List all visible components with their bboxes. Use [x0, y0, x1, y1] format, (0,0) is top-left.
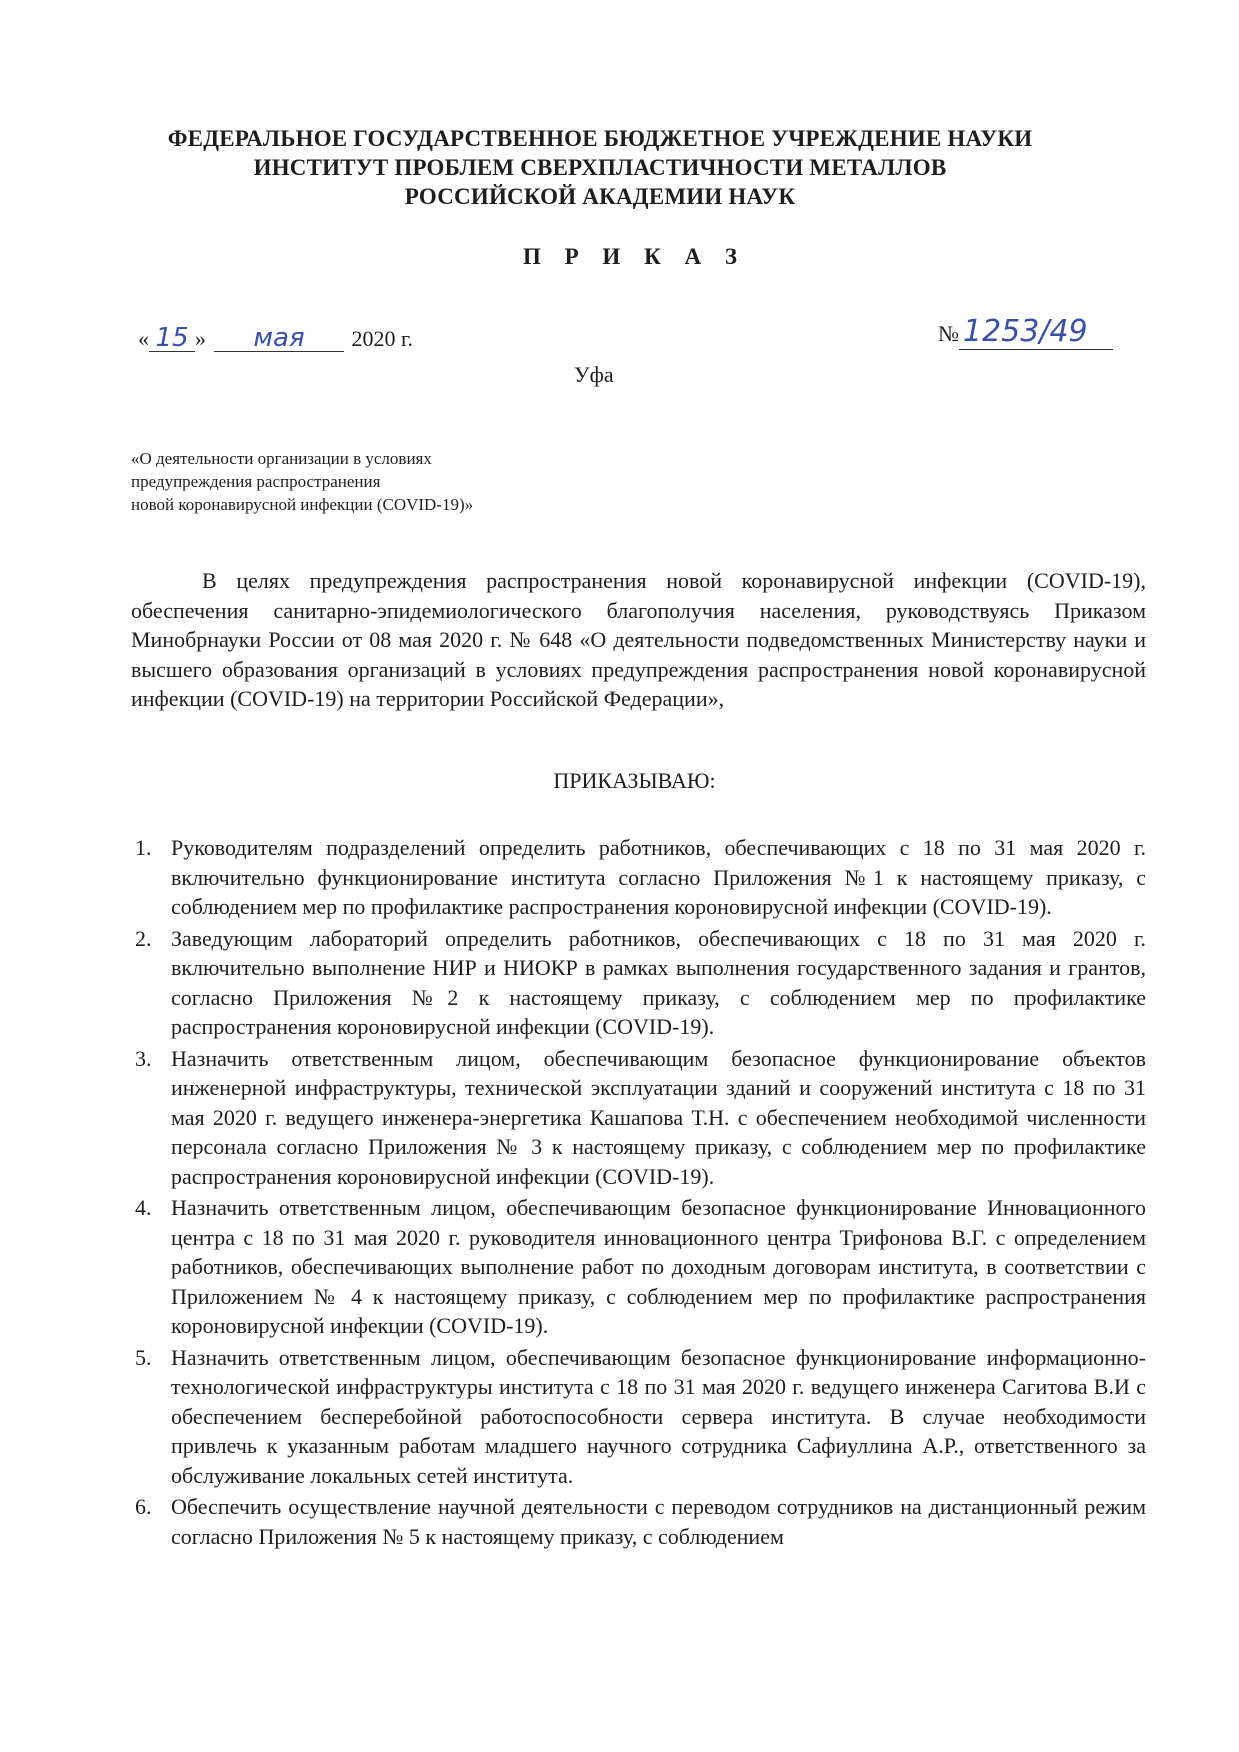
- order-number: [938, 315, 1113, 350]
- date-year: 2020 г.: [351, 326, 414, 351]
- header-line-3: РОССИЙСКОЙ АКАДЕМИИ НАУК: [404, 184, 796, 209]
- subject-line-1: «О деятельности организации в условиях: [131, 449, 432, 468]
- date-month-handwritten: мая: [214, 325, 344, 352]
- header-line-2: ИНСТИТУТ ПРОБЛЕМ СВЕРХПЛАСТИЧНОСТИ МЕТАЛЛОВ: [253, 155, 947, 180]
- city: Уфа: [574, 362, 614, 387]
- order-subject: [131, 447, 611, 516]
- list-item: [131, 1343, 1146, 1491]
- subject-line-2: предупреждения распространения: [131, 472, 381, 491]
- list-item: [131, 833, 1146, 922]
- item-number: 5.: [135, 1344, 152, 1370]
- item-number: 3.: [135, 1045, 152, 1071]
- subject-line-3: новой коронавирусной инфекции (COVID-19)»: [131, 495, 474, 514]
- order-items-list: [131, 833, 1146, 1553]
- item-number: 6.: [135, 1494, 152, 1519]
- date-open-quote: «: [138, 326, 149, 351]
- list-item: [131, 1193, 1146, 1341]
- item-text: Назначить ответственным лицом, обеспечивающим безопасное функционирование информационно-технологической инфраструктуры института с 18 по 31 мая 2020 г. ведущего инженера Сагитова В.И с обеспечением бесперебойной работоспособности сервера института. В случае необходимости привлечь к указанным работам младшего научного сотрудника Сафиуллина А.Р., ответственного за обслуживание локальных сетей института.: [171, 1344, 1146, 1488]
- date-day-handwritten: 15: [149, 325, 195, 352]
- document-type-title: П Р И К А З: [522, 244, 746, 269]
- date-close-quote: »: [195, 326, 206, 351]
- list-item: [131, 1492, 1146, 1551]
- intro-paragraph: В целях предупреждения распространения новой коронавирусной инфекции (COVID-19), обеспечения санитарно-эпидемиологического благополучия населения, руководствуясь Приказом Минобрнауки России от 08 мая 2020 г. № 648 «О деятельности подведомственных Министерству науки и высшего образования организаций в условиях предупреждения распространения новой коронавирусной инфекции (COVID-19) на территории Российской Федерации»,: [131, 568, 1146, 711]
- item-text: Руководителям подразделений определить работников, обеспечивающих с 18 по 31 мая 2020 г. включительно функционирование института согласно Приложения №1 к настоящему приказу, с соблюдением мер по профилактике распространения короновирусной инфекции (COVID-19).: [171, 835, 1146, 919]
- header-line-1: ФЕДЕРАЛЬНОЕ ГОСУДАРСТВЕННОЕ БЮДЖЕТНОЕ УЧРЕЖДЕНИЕ НАУКИ: [167, 126, 1033, 151]
- order-heading: ПРИКАЗЫВАЮ:: [553, 768, 716, 793]
- list-item: [131, 1044, 1146, 1192]
- item-text: Назначить ответственным лицом, обеспечивающим безопасное функционирование объектов инженерной инфраструктуры, технической эксплуатации зданий и сооружений института с 18 по 31 мая 2020 г. ведущего инженера-энергетика Кашапова Т.Н. с обеспечением необходимой численности персонала согласно Приложения № 3 к настоящему приказу, с соблюдением мер по профилактике распространения короновирусной инфекции (COVID-19).: [171, 1045, 1146, 1189]
- item-text: Заведующим лабораторий определить работников, обеспечивающих с 18 по 31 мая 2020 г. включительно выполнение НИР и НИОКР в рамках выполнения государственного задания и грантов, согласно Приложения №2 к настоящему приказу, с соблюдением мер по профилактике распространения короновирусной инфекции (COVID-19).: [171, 925, 1146, 1039]
- number-handwritten: 1253/49: [959, 315, 1113, 350]
- item-number: 2.: [135, 925, 152, 951]
- item-text: Обеспечить осуществление научной деятельности с переводом сотрудников на дистанционный режим согласно Приложения № 5 к настоящему приказу, с соблюдением: [171, 1494, 1146, 1549]
- organization-header: [100, 124, 1100, 211]
- item-text: Назначить ответственным лицом, обеспечивающим безопасное функционирование Инновационного центра с 18 по 31 мая 2020 г. руководителя инновационного центра Трифонова В.Г. с определением работников, обеспечивающих выполнение работ по доходным договорам института, в соответствии с Приложением № 4 к настоящему приказу, с соблюдением мер по профилактике распространения короновирусной инфекции (COVID-19).: [171, 1195, 1146, 1338]
- list-item: [131, 924, 1146, 1042]
- item-number: 1.: [135, 835, 152, 860]
- item-number: 4.: [135, 1195, 152, 1220]
- number-prefix: №: [938, 321, 959, 346]
- order-date: [138, 325, 413, 352]
